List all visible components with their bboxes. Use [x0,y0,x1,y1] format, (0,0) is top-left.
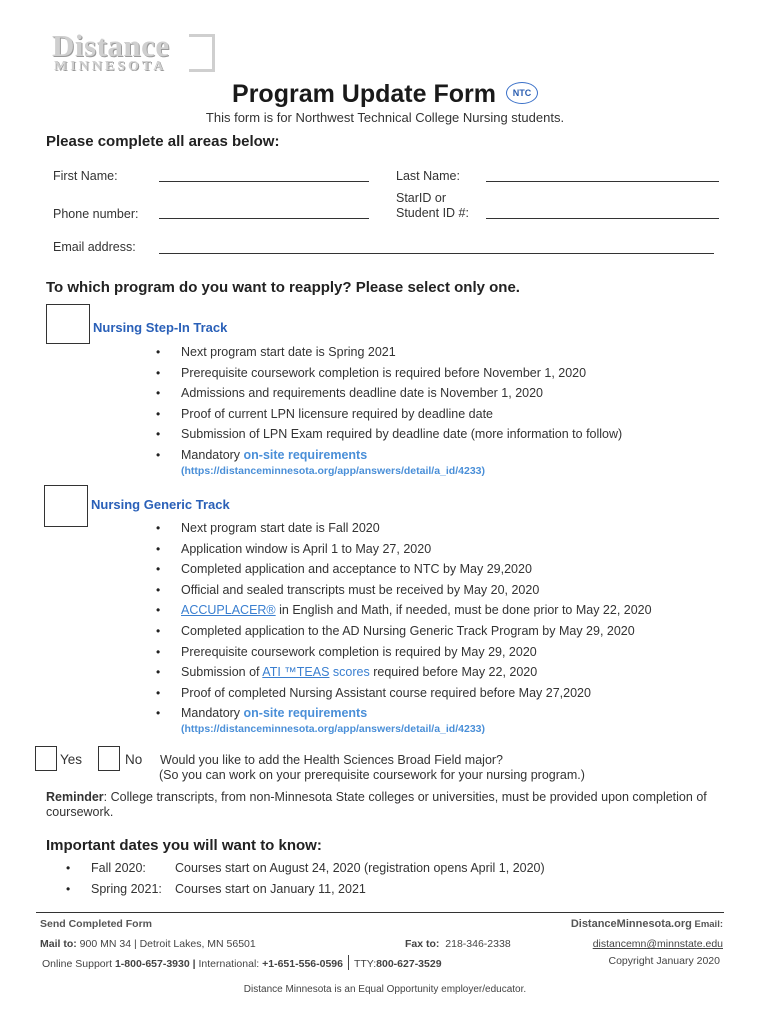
eoe-statement: Distance Minnesota is an Equal Opportunity employer/educator. [243,984,527,995]
reminder-body: : College transcripts, from non-Minnesota State colleges or universities, must be provided upon completion of coursework. [46,790,707,819]
footer-separator [348,955,349,970]
accuplacer-link[interactable]: ACCUPLACER® [181,603,276,618]
list-item [181,600,652,621]
dates-heading: Important dates you will want to know: [46,837,322,854]
program-question: To which program do you want to reapply? Please select only one. [46,279,520,296]
list-item: • Admissions and requirements deadline date is November 1, 2020 [181,383,622,404]
copyright: Copyright January 2020 [608,955,720,967]
list-item [181,445,622,466]
date-text: Courses start on August 24, 2020 (registration opens April 1, 2020) [175,861,545,875]
yes-label: Yes [60,752,83,767]
starid-label-line2: Student ID #: [396,206,469,220]
first-name-label: First Name: [53,169,118,183]
mail-address: 900 MN 34 | Detroit Lakes, MN 56501 [76,938,256,950]
list-item: • Submission of LPN Exam required by deadline date (more information to follow) [181,424,622,445]
ati-rest: required before May 22, 2020 [369,665,538,680]
date-term: Spring 2021: [91,881,162,896]
form-subtitle: This form is for Northwest Technical College Nursing students. [205,110,565,125]
fax-number: 218-346-2338 [445,938,511,950]
ati-scores-text: scores [329,665,370,680]
email-field[interactable] [159,253,714,254]
logo-subtitle: MINNESOTA [54,59,167,74]
tty-phone: 800-627-3529 [376,958,442,970]
support-line [42,955,442,970]
list-item [91,879,545,900]
list-item [91,858,545,879]
ati-prefix: Submission of [181,665,263,680]
list-item: • Completed application and acceptance to NTC by May 29,2020 [181,559,652,580]
starid-field[interactable] [486,218,719,219]
last-name-label: Last Name: [396,169,460,183]
onsite-requirements-link[interactable]: on-site requirements [243,447,368,462]
footer-divider [36,912,724,913]
list-item [181,703,652,724]
onsite-requirements-link[interactable]: on-site requirements [243,706,368,721]
list-item: • Official and sealed transcripts must be received by May 20, 2020 [181,580,652,601]
mail-to-line [40,938,256,950]
support-phone: 1-800-657-3930 [114,958,190,970]
broad-field-note: (So you can work on your prerequisite coursework for your nursing program.) [159,768,585,782]
reminder-text [46,790,726,820]
list-item: • Application window is April 1 to May 27, 2020 [181,539,652,560]
email-label: Email address: [53,240,136,254]
fax-line [405,938,511,950]
support-prefix: Online Support [42,958,115,970]
no-label: No [125,752,143,767]
email-label-text: Email: [691,919,723,930]
phone-field[interactable] [159,218,369,219]
email-address-link[interactable]: distancemn@minnstate.edu [592,938,723,950]
tty-label: TTY: [353,958,377,970]
reminder-label: Reminder [46,790,104,804]
stepin-requirements-url[interactable]: (https://distanceminnesota.org/app/answers/detail/a_id/4233) [181,465,485,477]
list-item: • Prerequisite coursework completion is required by May 29, 2020 [181,642,652,663]
generic-title: Nursing Generic Track [91,497,230,512]
list-item: • Next program start date is Fall 2020 [181,518,652,539]
date-text: Courses start on January 11, 2021 [175,881,366,896]
generic-requirements-url[interactable]: (https://distanceminnesota.org/app/answers/detail/a_id/4233) [181,723,485,735]
distance-minnesota-logo [52,30,222,78]
logo-word: Distance [52,28,170,63]
stepin-checkbox[interactable] [46,304,90,344]
ntc-badge: NTC [506,82,538,104]
date-term: Fall 2020: [91,861,146,875]
list-item: • Proof of completed Nursing Assistant course required before May 27,2020 [181,683,652,704]
accuplacer-text: in English and Math, if needed, must be done prior to May 22, 2020 [275,603,652,618]
fax-label: Fax to: [405,938,440,950]
list-item: • Prerequisite coursework completion is required before November 1, 2020 [181,363,622,384]
yes-checkbox[interactable] [35,746,57,771]
dates-list [91,858,545,899]
first-name-field[interactable] [159,181,369,182]
mail-label: Mail to: [40,938,77,950]
send-completed-label: Send Completed Form [40,918,153,930]
intl-separator: | [189,958,199,970]
starid-label-line1: StarID or [396,191,447,205]
complete-heading: Please complete all areas below: [46,133,280,150]
list-item: • Next program start date is Spring 2021 [181,342,622,363]
intl-label: International: [198,958,263,970]
page-title: Program Update Form [232,80,496,108]
ati-teas-link[interactable]: ATI ™TEAS [262,665,330,680]
org-email-label [571,918,723,930]
list-item: • Completed application to the AD Nursing Generic Track Program by May 29, 2020 [181,621,652,642]
broad-field-question: Would you like to add the Health Sciences Broad Field major? [160,753,504,767]
generic-bullet-list [181,518,652,724]
no-checkbox[interactable] [98,746,120,771]
list-item: • Proof of current LPN licensure required by deadline date [181,404,622,425]
phone-label: Phone number: [53,207,139,221]
stepin-title: Nursing Step-In Track [93,320,228,335]
mandatory-prefix: Mandatory [181,706,244,721]
logo-mark-icon [189,34,215,72]
stepin-bullet-list [181,342,622,466]
generic-checkbox[interactable] [44,485,88,527]
list-item [181,662,652,683]
mandatory-prefix: Mandatory [181,447,244,462]
org-name: DistanceMinnesota.org [570,918,692,930]
last-name-field[interactable] [486,181,719,182]
form-title-row [0,80,770,109]
intl-phone: +1-651-556-0596 [262,958,343,970]
